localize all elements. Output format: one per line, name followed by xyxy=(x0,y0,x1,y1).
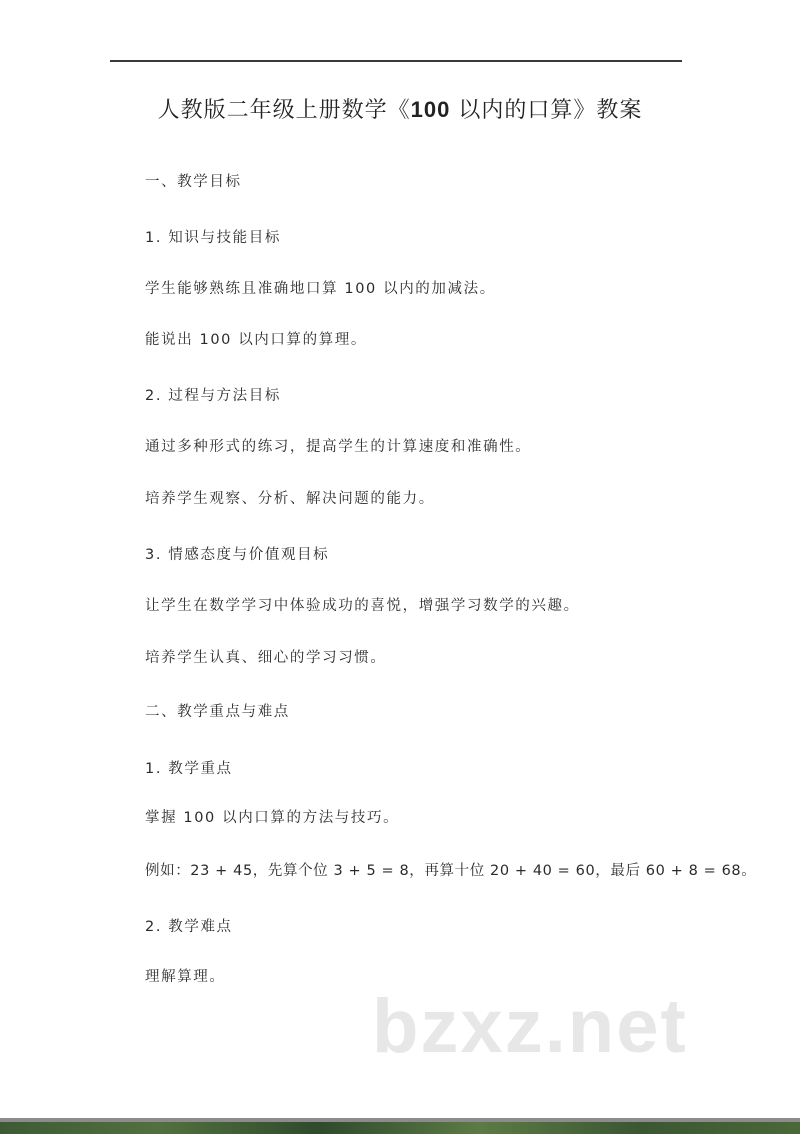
subheading-difficult-points: 2. 教学难点 xyxy=(145,919,233,935)
paragraph: 培养学生观察、分析、解决问题的能力。 xyxy=(145,491,435,507)
paragraph: 让学生在数学学习中体验成功的喜悦，增强学习数学的兴趣。 xyxy=(145,598,580,614)
subheading-key-points: 1. 教学重点 xyxy=(145,761,233,777)
paragraph: 理解算理。 xyxy=(145,969,226,985)
paragraph: 学生能够熟练且准确地口算 100 以内的加减法。 xyxy=(145,281,496,297)
section-heading-teaching-goals: 一、教学目标 xyxy=(145,174,242,190)
paragraph-example: 例如：23 + 45，先算个位 3 + 5 = 8，再算十位 20 + 40 = 60，最后 60 + 8 = 68。 xyxy=(145,863,757,879)
title-suffix: 以内的口算》教案 xyxy=(450,98,643,123)
subheading-knowledge-skills: 1. 知识与技能目标 xyxy=(145,230,281,246)
document-title xyxy=(0,94,800,127)
paragraph: 通过多种形式的练习，提高学生的计算速度和准确性。 xyxy=(145,439,532,455)
background-strip xyxy=(0,1122,800,1134)
watermark-logo: bzxz.net xyxy=(372,984,688,1069)
subheading-emotion-values: 3. 情感态度与价值观目标 xyxy=(145,547,330,563)
title-number: 100 xyxy=(410,97,451,122)
title-prefix: 人教版二年级上册数学《 xyxy=(157,98,411,123)
paragraph: 能说出 100 以内口算的算理。 xyxy=(145,332,367,348)
top-divider xyxy=(110,60,682,62)
paragraph: 培养学生认真、细心的学习习惯。 xyxy=(145,650,387,666)
section-heading-key-difficult-points: 二、教学重点与难点 xyxy=(145,704,290,720)
paragraph: 掌握 100 以内口算的方法与技巧。 xyxy=(145,810,400,826)
subheading-process-method: 2. 过程与方法目标 xyxy=(145,388,281,404)
